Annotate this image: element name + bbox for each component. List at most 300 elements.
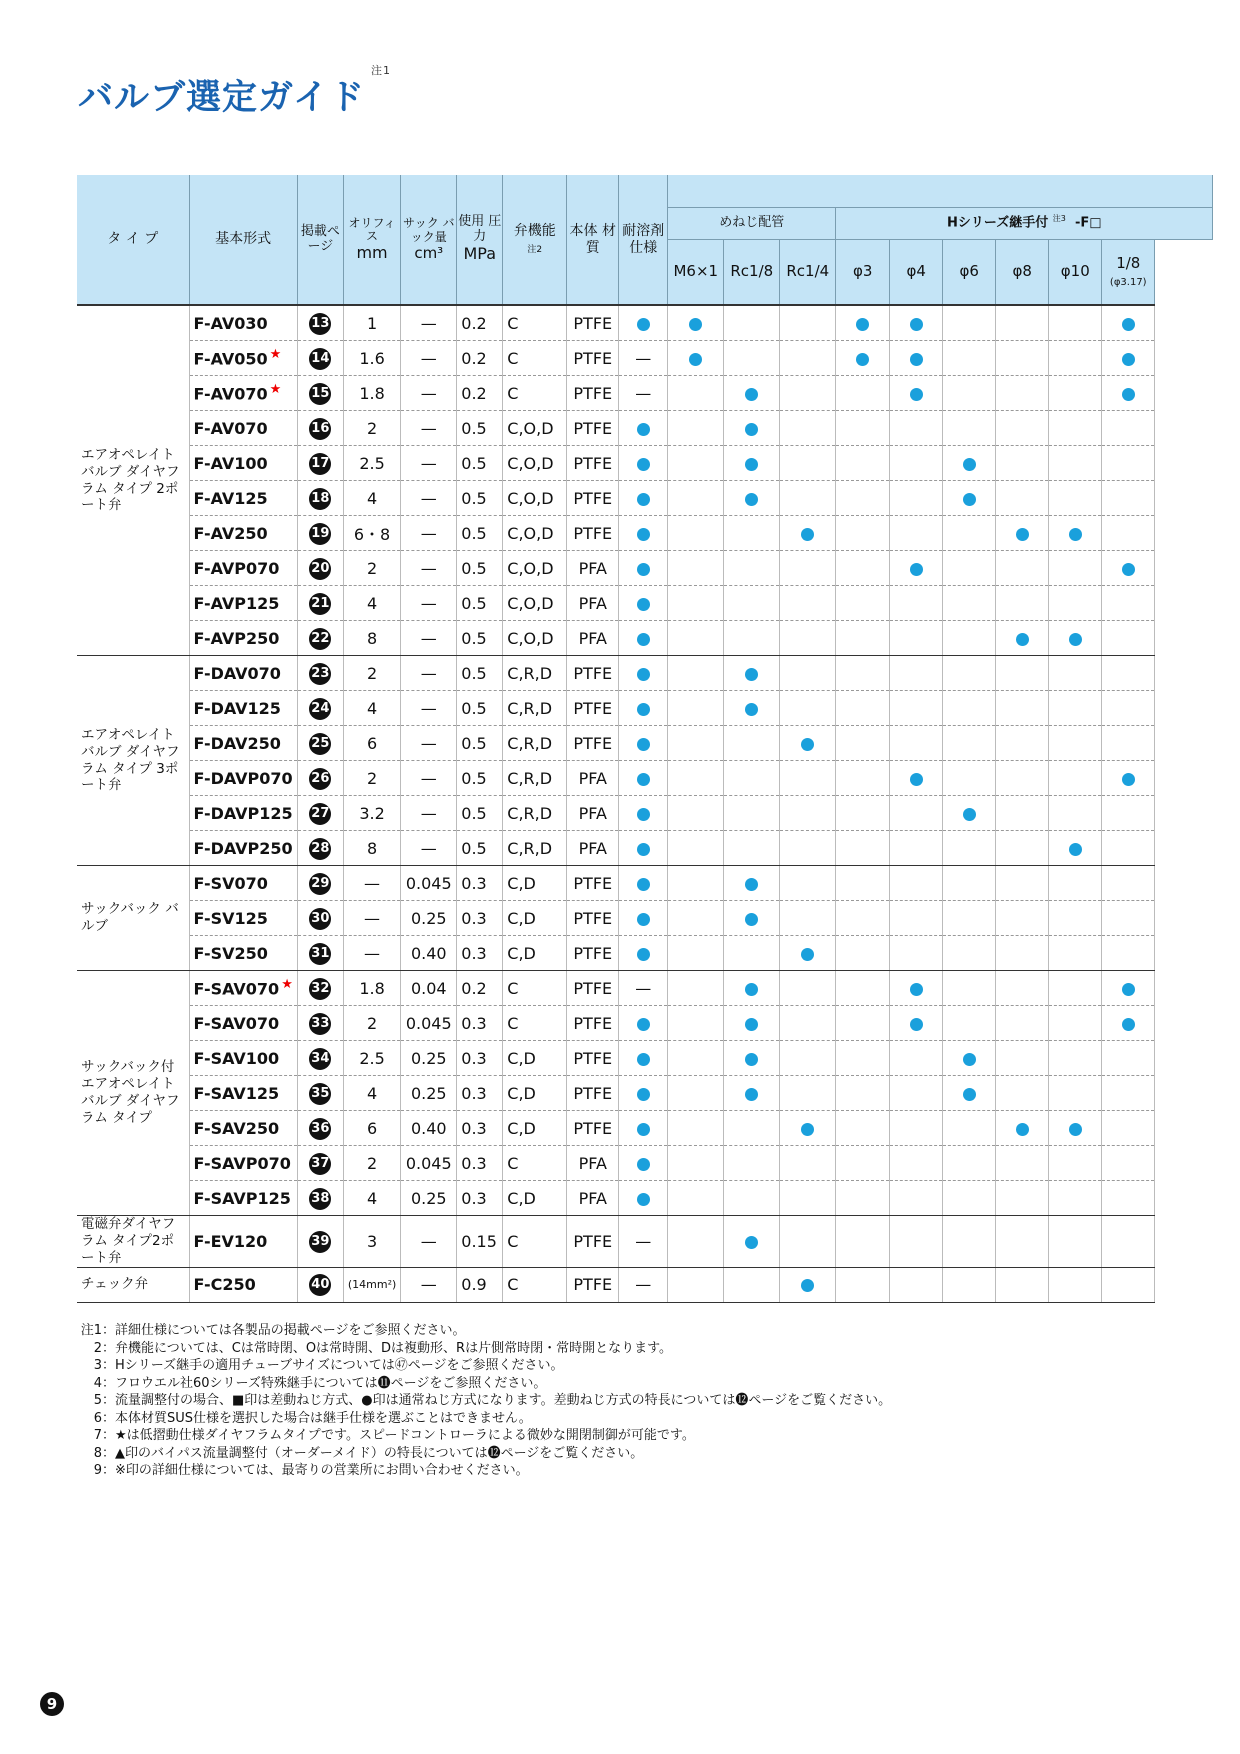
material-cell: PTFE (567, 1216, 619, 1268)
function-cell: C,D (503, 1181, 567, 1216)
dot-icon (745, 423, 758, 436)
pressure-cell: 0.5 (457, 481, 503, 516)
port-cell (996, 621, 1049, 656)
port-cell (780, 761, 836, 796)
port-cell (943, 1216, 996, 1268)
port-cell (724, 305, 780, 341)
pressure-cell: 0.5 (457, 656, 503, 691)
port-cell (1102, 901, 1155, 936)
port-cell (890, 901, 943, 936)
port-cell (668, 936, 724, 971)
model-cell: F-DAV125 (189, 691, 297, 726)
dot-icon (637, 1018, 650, 1031)
dot-icon (637, 458, 650, 471)
dot-icon (637, 703, 650, 716)
port-cell (836, 656, 890, 691)
suck-cell: 0.045 (401, 866, 457, 901)
function-cell: C,D (503, 1076, 567, 1111)
page-ref (297, 586, 343, 621)
port-cell (943, 586, 996, 621)
solvent-cell (619, 1146, 668, 1181)
port-cell (1049, 936, 1102, 971)
model-cell: F-AVP070 (189, 551, 297, 586)
port-cell (890, 621, 943, 656)
orifice-cell: 3.2 (343, 796, 400, 831)
port-cell (836, 936, 890, 971)
model-cell: F-SV125 (189, 901, 297, 936)
pressure-cell: 0.2 (457, 971, 503, 1006)
orifice-cell: 4 (343, 481, 400, 516)
solvent-cell (619, 481, 668, 516)
port-cell (780, 936, 836, 971)
model-cell: F-C250 (189, 1267, 297, 1302)
port-cell (943, 656, 996, 691)
port-cell (943, 866, 996, 901)
port-cell (780, 1216, 836, 1268)
table-row (77, 691, 1213, 726)
port-cell (836, 691, 890, 726)
port-cell (1049, 901, 1102, 936)
header-material: 本体 材質 (567, 175, 619, 305)
port-cell (836, 761, 890, 796)
function-cell: C,O,D (503, 411, 567, 446)
solvent-cell: — (619, 1216, 668, 1268)
port-cell (1049, 621, 1102, 656)
page-circle-icon: 23 (309, 663, 331, 685)
port-cell (668, 621, 724, 656)
table-row (77, 726, 1213, 761)
port-cell (836, 376, 890, 411)
port-cell (943, 1111, 996, 1146)
port-cell (668, 796, 724, 831)
header-female: めねじ配管 (668, 207, 836, 239)
function-cell: C,D (503, 866, 567, 901)
suck-cell: — (401, 586, 457, 621)
solvent-cell: — (619, 376, 668, 411)
suck-cell: — (401, 305, 457, 341)
port-cell (890, 1146, 943, 1181)
port-cell (890, 691, 943, 726)
orifice-cell: 2 (343, 411, 400, 446)
port-cell (996, 516, 1049, 551)
port-cell (836, 971, 890, 1006)
dot-icon (1069, 843, 1082, 856)
port-cell (943, 831, 996, 866)
page-number: 9 (40, 1692, 64, 1716)
orifice-cell: 8 (343, 621, 400, 656)
footnote: 7：★は低摺動仕様ダイヤフラムタイプです。スピードコントローラによる微妙な開閉制御が可能です。 (93, 1428, 695, 1443)
page-ref (297, 1267, 343, 1302)
port-cell (724, 796, 780, 831)
port-cell (996, 1267, 1049, 1302)
header-port-4: φ4 (890, 239, 943, 305)
port-cell (668, 551, 724, 586)
header-port-5: φ6 (943, 239, 996, 305)
dot-icon (856, 353, 869, 366)
port-cell (836, 1111, 890, 1146)
model-cell: F-AV070 ★ (189, 376, 297, 411)
model-cell: F-DAV250 (189, 726, 297, 761)
table-row (77, 796, 1213, 831)
port-cell (943, 761, 996, 796)
port-cell (668, 1041, 724, 1076)
footnote: 8：▲印のバイパス流量調整付（オーダーメイド）の特長については⓬ページをご覧ください。 (93, 1445, 644, 1461)
dot-icon (1122, 563, 1135, 576)
material-cell: PFA (567, 621, 619, 656)
table-row (77, 971, 1213, 1006)
port-cell (724, 1006, 780, 1041)
port-cell (668, 1006, 724, 1041)
material-cell: PFA (567, 551, 619, 586)
material-cell: PTFE (567, 411, 619, 446)
port-cell (668, 866, 724, 901)
port-cell (943, 726, 996, 761)
table-row (77, 586, 1213, 621)
port-cell (668, 1146, 724, 1181)
port-cell (1049, 1006, 1102, 1041)
port-cell (943, 1146, 996, 1181)
type-label: エアオペレイト バルブ ダイヤフラム タイプ 2ポート弁 (77, 305, 189, 656)
port-cell (1102, 936, 1155, 971)
pressure-cell: 0.3 (457, 1006, 503, 1041)
page-ref (297, 691, 343, 726)
port-cell (890, 726, 943, 761)
port-cell (780, 866, 836, 901)
port-cell (943, 1267, 996, 1302)
port-cell (996, 691, 1049, 726)
dot-icon (745, 913, 758, 926)
page-ref (297, 796, 343, 831)
star-icon: ★ (281, 977, 293, 993)
dot-icon (801, 738, 814, 751)
suck-cell: 0.40 (401, 936, 457, 971)
page-circle-icon: 20 (309, 558, 331, 580)
pressure-cell: 0.5 (457, 831, 503, 866)
model-cell: F-SV070 (189, 866, 297, 901)
dot-icon (801, 1279, 814, 1292)
material-cell: PTFE (567, 1006, 619, 1041)
dot-icon (1016, 1123, 1029, 1136)
material-cell: PTFE (567, 376, 619, 411)
dot-icon (910, 1018, 923, 1031)
solvent-cell (619, 516, 668, 551)
header-solvent: 耐溶剤 仕様 (619, 175, 668, 305)
dot-icon (910, 983, 923, 996)
table-row (77, 1216, 1213, 1268)
port-cell (1049, 1111, 1102, 1146)
dot-icon (637, 1158, 650, 1171)
dot-icon (1122, 983, 1135, 996)
page-ref (297, 761, 343, 796)
port-cell (724, 621, 780, 656)
port-cell (890, 551, 943, 586)
function-cell: C (503, 971, 567, 1006)
port-cell (724, 1181, 780, 1216)
orifice-cell: 1 (343, 305, 400, 341)
port-cell (1102, 446, 1155, 481)
footnote: 5：流量調整付の場合、■印は差動ねじ方式、●印は通常ねじ方式になります。差動ねじ方式の特長については⓬ページをご覧ください。 (93, 1393, 892, 1408)
port-cell (996, 901, 1049, 936)
function-cell: C,R,D (503, 761, 567, 796)
dot-icon (963, 1088, 976, 1101)
pressure-cell: 0.5 (457, 691, 503, 726)
page-circle-icon: 35 (309, 1083, 331, 1105)
page-circle-icon: 39 (309, 1231, 331, 1253)
port-cell (890, 411, 943, 446)
pressure-cell: 0.5 (457, 516, 503, 551)
port-cell (1049, 656, 1102, 691)
type-label: サックバック バルブ (77, 866, 189, 971)
material-cell: PTFE (567, 656, 619, 691)
port-cell (1102, 1181, 1155, 1216)
port-cell (1049, 1216, 1102, 1268)
dot-icon (637, 808, 650, 821)
orifice-cell: 2 (343, 761, 400, 796)
port-cell (724, 341, 780, 376)
page-circle-icon: 33 (309, 1013, 331, 1035)
port-cell (668, 761, 724, 796)
solvent-cell (619, 796, 668, 831)
port-cell (1049, 1146, 1102, 1181)
suck-cell: — (401, 481, 457, 516)
port-cell (724, 866, 780, 901)
model-cell: F-AVP125 (189, 586, 297, 621)
port-cell (780, 656, 836, 691)
port-cell (996, 305, 1049, 341)
port-cell (780, 446, 836, 481)
suck-cell: — (401, 726, 457, 761)
port-cell (836, 586, 890, 621)
table-row (77, 621, 1213, 656)
pressure-cell: 0.5 (457, 796, 503, 831)
port-cell (724, 446, 780, 481)
header-hseries: Hシリーズ継手付 $^{注3}$ -F□ (836, 207, 1213, 239)
function-cell: C,R,D (503, 691, 567, 726)
port-cell (836, 1216, 890, 1268)
port-cell (668, 831, 724, 866)
port-cell (1102, 1111, 1155, 1146)
dot-icon (856, 318, 869, 331)
model-cell: F-SAV070 ★ (189, 971, 297, 1006)
page-ref (297, 621, 343, 656)
port-cell (890, 516, 943, 551)
page-ref (297, 936, 343, 971)
orifice-cell: 4 (343, 1181, 400, 1216)
type-label: サックバック付 エアオペレイト バルブ ダイヤフラム タイプ (77, 971, 189, 1216)
page-ref (297, 305, 343, 341)
header-suck: サック バック量 cm³ (401, 175, 457, 305)
page-ref (297, 376, 343, 411)
port-cell (1102, 971, 1155, 1006)
port-cell (943, 481, 996, 516)
page-ref (297, 1146, 343, 1181)
port-cell (836, 726, 890, 761)
orifice-cell: 2.5 (343, 1041, 400, 1076)
port-cell (1102, 1267, 1155, 1302)
port-cell (890, 446, 943, 481)
page-circle-icon: 29 (309, 873, 331, 895)
material-cell: PFA (567, 1146, 619, 1181)
port-cell (1049, 481, 1102, 516)
port-cell (890, 586, 943, 621)
dot-icon (1069, 528, 1082, 541)
port-cell (724, 586, 780, 621)
port-cell (943, 1041, 996, 1076)
port-cell (943, 341, 996, 376)
suck-cell: 0.25 (401, 1076, 457, 1111)
page-circle-icon: 38 (309, 1188, 331, 1210)
function-cell: C,D (503, 936, 567, 971)
port-cell (943, 971, 996, 1006)
dot-icon (963, 1053, 976, 1066)
material-cell: PTFE (567, 726, 619, 761)
page-circle-icon: 16 (309, 418, 331, 440)
port-cell (1102, 376, 1155, 411)
port-cell (780, 726, 836, 761)
header-port-1: Rc1/8 (724, 239, 780, 305)
function-cell: C,O,D (503, 586, 567, 621)
suck-cell: 0.25 (401, 901, 457, 936)
port-cell (1102, 516, 1155, 551)
port-cell (668, 691, 724, 726)
header-pressure: 使用 圧力 MPa (457, 175, 503, 305)
dot-icon (1122, 773, 1135, 786)
port-cell (1049, 971, 1102, 1006)
model-cell: F-AV100 (189, 446, 297, 481)
dot-icon (910, 388, 923, 401)
page-ref (297, 551, 343, 586)
function-cell: C,R,D (503, 726, 567, 761)
port-cell (996, 1006, 1049, 1041)
port-cell (780, 1146, 836, 1181)
page-circle-icon: 30 (309, 908, 331, 930)
port-cell (1102, 1006, 1155, 1041)
pressure-cell: 0.3 (457, 1076, 503, 1111)
solvent-cell (619, 1006, 668, 1041)
pressure-cell: 0.2 (457, 376, 503, 411)
page-circle-icon: 14 (309, 348, 331, 370)
suck-cell: 0.25 (401, 1041, 457, 1076)
material-cell: PTFE (567, 866, 619, 901)
port-cell (724, 376, 780, 411)
port-cell (1049, 866, 1102, 901)
port-cell (724, 551, 780, 586)
solvent-cell (619, 691, 668, 726)
dot-icon (637, 948, 650, 961)
suck-cell: — (401, 446, 457, 481)
port-cell (724, 971, 780, 1006)
function-cell: C,R,D (503, 796, 567, 831)
port-cell (780, 481, 836, 516)
function-cell: C,O,D (503, 446, 567, 481)
port-cell (996, 726, 1049, 761)
page-ref (297, 1111, 343, 1146)
model-cell: F-AV070 (189, 411, 297, 446)
page-circle-icon: 28 (309, 838, 331, 860)
dot-icon (637, 318, 650, 331)
port-cell (996, 1076, 1049, 1111)
dot-icon (637, 563, 650, 576)
port-cell (836, 551, 890, 586)
port-cell (1102, 341, 1155, 376)
suck-cell: 0.045 (401, 1146, 457, 1181)
orifice-cell: 3 (343, 1216, 400, 1268)
page-circle-icon: 25 (309, 733, 331, 755)
port-cell (890, 305, 943, 341)
dot-icon (910, 318, 923, 331)
header-blank (668, 175, 1213, 207)
dot-icon (637, 1123, 650, 1136)
dot-icon (745, 878, 758, 891)
page-circle-icon: 13 (309, 313, 331, 335)
solvent-cell (619, 621, 668, 656)
port-cell (943, 796, 996, 831)
model-cell: F-DAV070 (189, 656, 297, 691)
port-cell (890, 1076, 943, 1111)
dot-icon (801, 948, 814, 961)
table-row (77, 551, 1213, 586)
port-cell (836, 1181, 890, 1216)
port-cell (1049, 341, 1102, 376)
solvent-cell (619, 761, 668, 796)
port-cell (668, 586, 724, 621)
port-cell (996, 376, 1049, 411)
port-cell (668, 376, 724, 411)
pressure-cell: 0.5 (457, 446, 503, 481)
dot-icon (745, 458, 758, 471)
solvent-cell (619, 411, 668, 446)
dot-icon (637, 423, 650, 436)
material-cell: PTFE (567, 1076, 619, 1111)
page-ref (297, 516, 343, 551)
table-row (77, 1111, 1213, 1146)
suck-cell: — (401, 551, 457, 586)
dot-icon (637, 1193, 650, 1206)
dot-icon (745, 703, 758, 716)
port-cell (1049, 516, 1102, 551)
page-circle-icon: 18 (309, 488, 331, 510)
function-cell: C (503, 341, 567, 376)
model-cell: F-AV250 (189, 516, 297, 551)
page-circle-icon: 27 (309, 803, 331, 825)
table-row (77, 901, 1213, 936)
port-cell (668, 516, 724, 551)
port-cell (890, 481, 943, 516)
page-circle-icon: 36 (309, 1118, 331, 1140)
port-cell (724, 761, 780, 796)
model-cell: F-AVP250 (189, 621, 297, 656)
port-cell (890, 831, 943, 866)
port-cell (996, 1111, 1049, 1146)
dot-icon (637, 528, 650, 541)
page-ref (297, 1041, 343, 1076)
page-ref (297, 831, 343, 866)
table-row (77, 656, 1213, 691)
dot-icon (745, 1236, 758, 1249)
model-cell: F-EV120 (189, 1216, 297, 1268)
port-cell (780, 516, 836, 551)
port-cell (996, 761, 1049, 796)
pressure-cell: 0.9 (457, 1267, 503, 1302)
pressure-cell: 0.2 (457, 305, 503, 341)
port-cell (668, 446, 724, 481)
page-ref (297, 866, 343, 901)
dot-icon (637, 773, 650, 786)
page-ref (297, 411, 343, 446)
pressure-cell: 0.3 (457, 1181, 503, 1216)
model-cell: F-SV250 (189, 936, 297, 971)
orifice-cell: 2 (343, 1146, 400, 1181)
